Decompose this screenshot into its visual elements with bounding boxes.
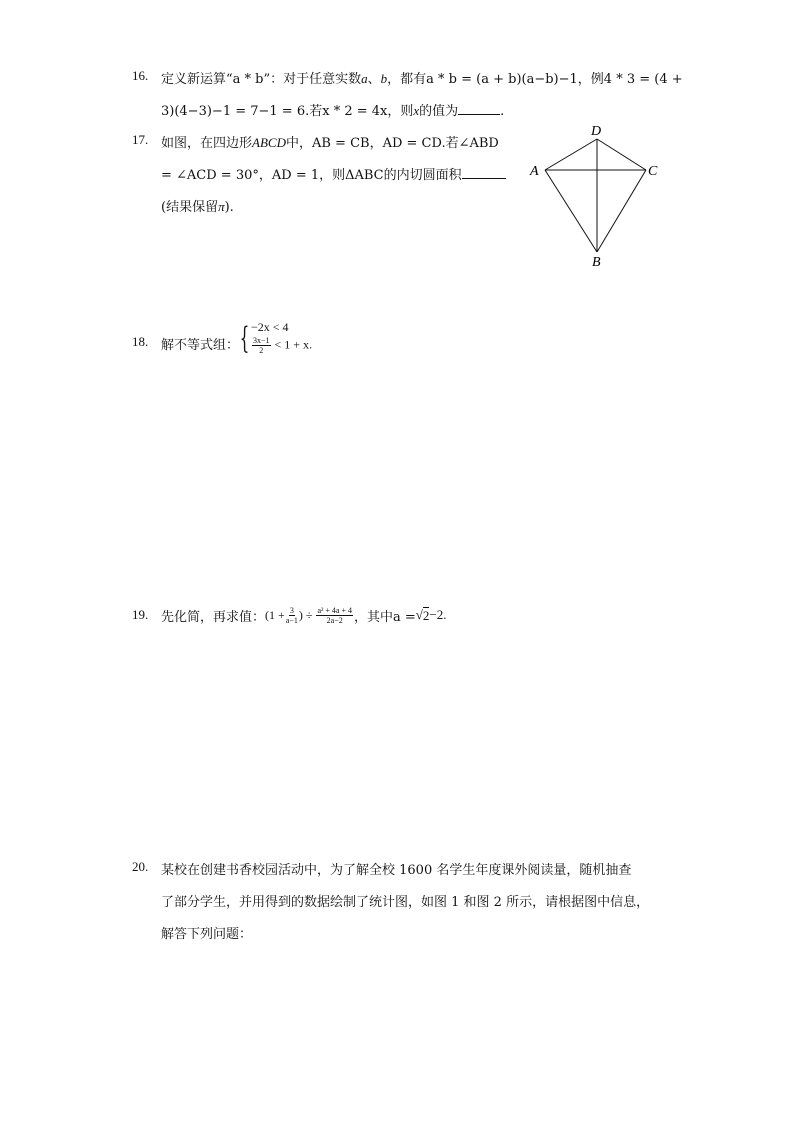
q16-line1 <box>161 68 683 87</box>
q19-line <box>161 601 446 629</box>
q18-frac-num: 3x−1 <box>253 336 270 345</box>
q17-line3 <box>161 196 234 215</box>
left-brace-icon: { <box>239 321 250 356</box>
edge-dc <box>597 139 646 170</box>
q18-ineq2-rest: < 1 + x <box>274 337 310 352</box>
q19-fraction-1 <box>286 606 298 625</box>
q19-fraction-2 <box>316 606 353 625</box>
q18-end: . <box>309 337 313 352</box>
q19-frac1-den: a−1 <box>285 615 298 625</box>
q19-mid: ) ÷ <box>298 607 313 622</box>
q18-number: 18. <box>132 334 149 349</box>
q18-text: 解不等式组： <box>161 338 240 353</box>
edge-cb <box>597 170 646 252</box>
q17-line2-text: = ∠ACD = 30°，AD = 1，则ΔABC的内切圆面积 <box>161 168 462 183</box>
label-d: D <box>591 124 602 139</box>
q16-sep: 、 <box>367 72 381 87</box>
q17-line3-text-b: ). <box>224 200 234 215</box>
q18-ineq2 <box>251 336 312 355</box>
q20-line3: 解答下列问题： <box>161 927 253 942</box>
q16-answer-blank[interactable] <box>458 102 500 115</box>
label-b: B <box>592 255 601 270</box>
q19-frac1-num: 3 <box>289 605 294 615</box>
q20-line1: 某校在创建书香校园活动中，为了解全校 1600 名学生年度课外阅读量，随机抽查 <box>161 863 632 878</box>
q17-kite-figure <box>520 118 670 273</box>
q16-line1-text-b: ，都有a * b = (a + b)(a−b)−1，例4 * 3 = (4 + <box>387 72 683 87</box>
q17-line1-text-a: 如图，在四边形 <box>161 136 253 151</box>
q18-frac-den: 2 <box>259 346 264 355</box>
q17-var-pi: π <box>218 199 225 214</box>
label-a: A <box>530 164 539 179</box>
q16-number: 16. <box>132 68 149 83</box>
q17-line1 <box>161 132 499 151</box>
q19-text: 先化简，再求值： <box>161 609 266 625</box>
edge-ab <box>545 170 597 252</box>
q19-open: (1 + <box>265 607 285 622</box>
edge-ad <box>545 139 597 170</box>
q16-end: . <box>500 104 505 119</box>
sqrt-icon: √ <box>415 607 423 622</box>
q18-ineq1: −2x < 4 <box>251 320 289 334</box>
q16-line2-text-a: 3)(4−3)−1 = 7−1 = 6.若x * 2 = 4x，则 <box>161 104 414 119</box>
q16-var-a: a <box>361 71 368 86</box>
q19-tail: ，其中a = <box>353 609 416 625</box>
q17-var-abcd: ABCD <box>252 135 286 150</box>
q19-sqrt-value: 2 <box>422 607 430 623</box>
q16-var-x: x <box>413 103 420 118</box>
q16-line2 <box>161 100 504 119</box>
q19-frac2-den: 2a−2 <box>326 615 343 625</box>
q17-number: 17. <box>132 132 149 147</box>
q20-line2: 了部分学生，并用得到的数据绘制了统计图，如图 1 和图 2 所示，请根据图中信息， <box>161 895 650 910</box>
q19-number: 19. <box>132 607 149 622</box>
q19-end: −2. <box>429 607 447 622</box>
q20-number: 20. <box>132 859 149 874</box>
q16-var-b: b <box>380 71 388 86</box>
label-c: C <box>648 164 658 179</box>
q18-fraction <box>252 336 271 355</box>
q17-line3-text-a: (结果保留 <box>161 200 219 215</box>
q17-answer-blank[interactable] <box>462 166 506 179</box>
q19-frac2-num: a² + 4a + 4 <box>317 605 352 615</box>
q16-line1-text-a: 定义新运算“a * b”：对于任意实数 <box>161 72 362 87</box>
q16-line2-text-b: 的值为 <box>419 104 459 119</box>
q17-line1-text-b: 中，AB = CB，AD = CD.若∠ABD <box>285 136 499 151</box>
q17-line2 <box>161 164 506 183</box>
